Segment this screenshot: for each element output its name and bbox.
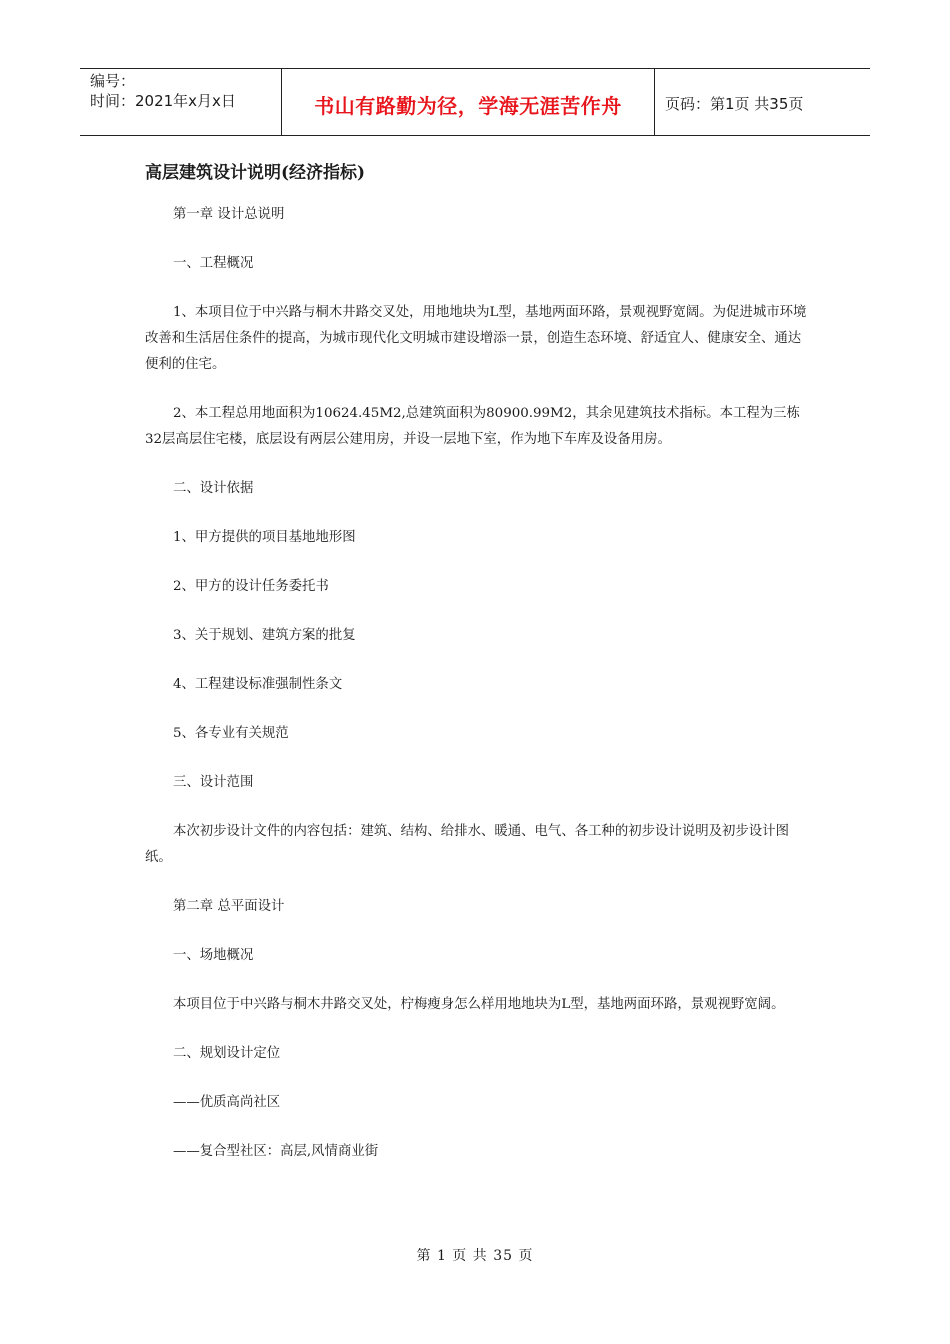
page-footer: 第 1 页 共 35 页: [416, 1248, 534, 1264]
list-item: 3、关于规划、建筑方案的批复: [173, 628, 356, 643]
paragraph: 本次初步设计文件的内容包括：建筑、结构、给排水、暖通、电气、各工种的初步设计说明及初步设计图纸。: [145, 824, 789, 865]
document-header: [80, 68, 870, 136]
header-meta: [80, 69, 282, 135]
motto: 书山有路勤为径，学海无涯苦作舟: [282, 69, 655, 135]
list-item: ——复合型社区：高层,风情商业街: [173, 1144, 379, 1159]
page-info: 页码：第1页 共35页: [665, 94, 804, 113]
section-heading: 一、工程概况: [173, 256, 254, 271]
number-label: 编号：: [90, 72, 136, 90]
list-item: ——优质高尚社区: [173, 1095, 281, 1110]
section-heading: 一、场地概况: [173, 948, 254, 963]
list-item: 1、甲方提供的项目基地地形图: [173, 530, 356, 545]
list-item: 5、各专业有关规范: [173, 726, 289, 741]
list-item: 4、工程建设标准强制性条文: [173, 677, 343, 692]
document-title: 高层建筑设计说明(经济指标): [145, 163, 366, 183]
paragraph: 本项目位于中兴路与桐木井路交叉处，柠梅瘦身怎么样用地地块为L型，基地两面环路，景观视野宽阔。: [173, 997, 785, 1012]
paragraph: 1、本项目位于中兴路与桐木井路交叉处，用地地块为L型，基地两面环路，景观视野宽阔。为促进城市环境改善和生活居住条件的提高，为城市现代化文明城市建设增添一景，创造生态环境、舒适宜人、健康安全、通达便利的住宅。: [145, 305, 807, 372]
section-heading: 二、设计依据: [173, 481, 254, 496]
time-label: 时间：2021年x月x日: [90, 92, 236, 110]
chapter-heading: 第二章 总平面设计: [173, 899, 285, 914]
list-item: 2、甲方的设计任务委托书: [173, 579, 329, 594]
section-heading: 三、设计范围: [173, 775, 254, 790]
document-body: [145, 160, 810, 1188]
section-heading: 二、规划设计定位: [173, 1046, 281, 1061]
paragraph: 2、本工程总用地面积为10624.45M2,总建筑面积为80900.99M2，其余见建筑技术指标。本工程为三栋32层高层住宅楼，底层设有两层公建用房，并设一层地下室，作为地下车库及设备用房。: [145, 406, 800, 447]
chapter-heading: 第一章 设计总说明: [173, 207, 285, 222]
